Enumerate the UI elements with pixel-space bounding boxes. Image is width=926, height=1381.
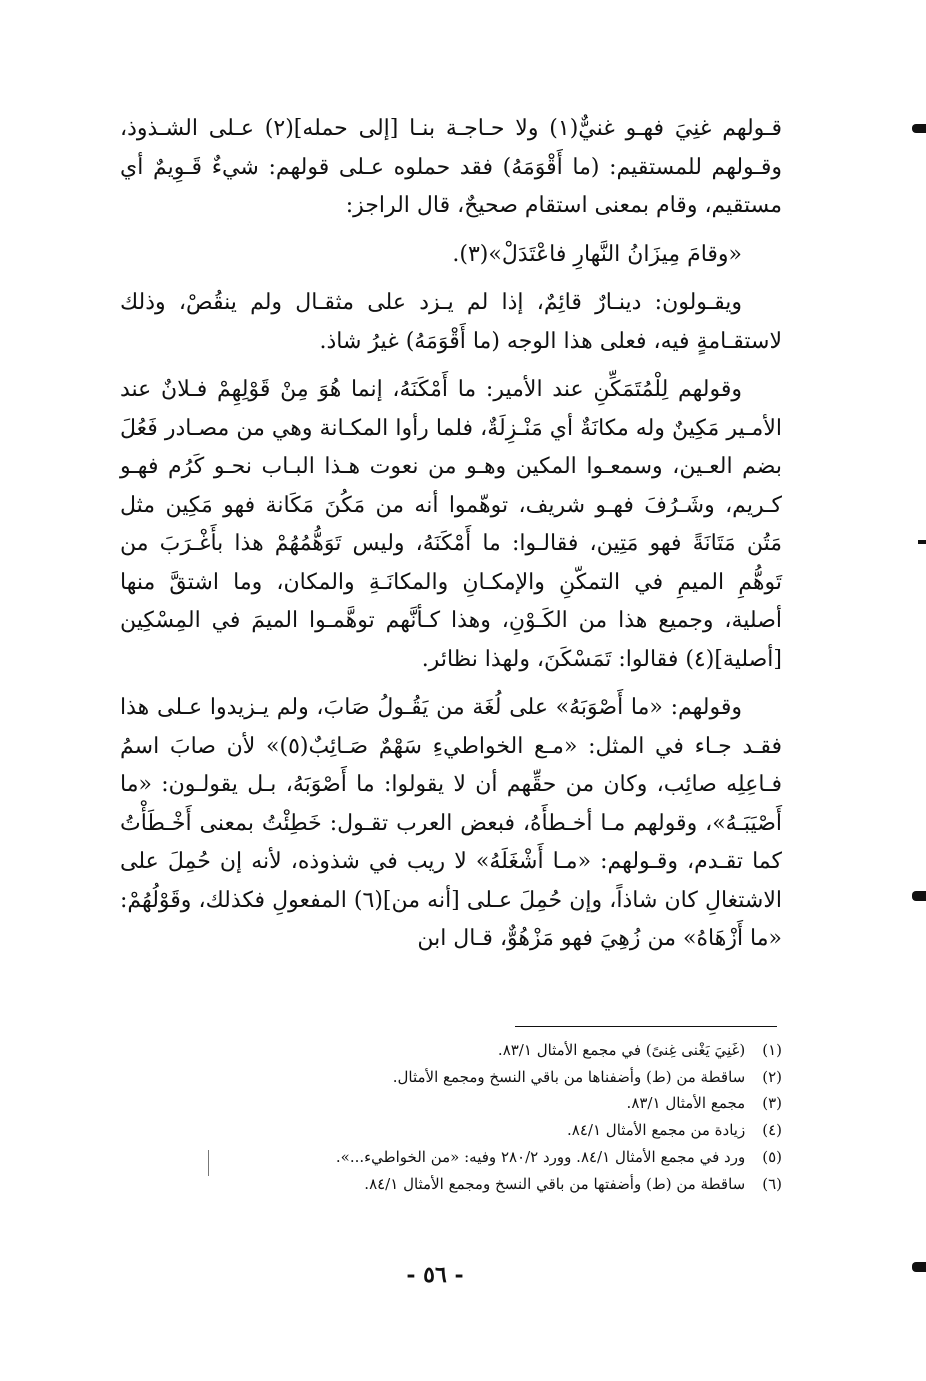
footnote-2 [200,1064,782,1091]
scan-mark-bottom [912,1262,926,1272]
paragraph-3: وقولهم لِلْمُتَمَكِّنِ عند الأمير: ما أَمْكَنَهُ، إنما هُوَ مِنْ قَوْلِهِمْ فـلانٌ عند الأمـير مَكِينٌ وله مكانَةٌ أي مَنْـزِلَةٌ، فلما رأوا المكـانة وهي من مصـادر فَعُلَ بضم العـين، وسمعـوا المكين وهـو من نعوت هـذا البـاب نحـو كَرُم فهـو كـريم، وشَـرُفَ فهـو شريف، توهّموا أنه من مَكُنَ مَكَانة فهو مَكِين مثل مَتُن مَتَانَةً فهو مَتِين، فقالـوا: ما أَمْكَنَهُ، وليس تَوَهُّمُهُمْ هذا بأَغْـرَبَ من تَوهُّمِ الميمِ في التمكّنِ والإمكـانِ والمكانَـةِ والمكان، وما اشتقَّ منها أصلية، وجميع هذا من الكَـوْنِ، وهذا كـأنَّهم توهَّمـوا الميمَ في المِسْكِين [أصلية](٤) فقالوا: تَمَسْكَنَ، ولهذا نظائر. [120,377,782,672]
footnote-4 [200,1117,782,1144]
footnote-number: (١) [762,1041,782,1059]
footnote-1 [200,1037,782,1064]
footnote-3 [200,1090,782,1117]
footnote-number: (٤) [762,1121,782,1140]
footnote-number: (٥) [762,1147,782,1166]
paragraph-4: وقولهم: «ما أَصْوَبَهُ» على لُغَة من يَقُـولُ صَابَ، ولم يـزيدوا عـلى هذا فقـد جـاء في المثل: «مـع الخواطيءِ سَهْمٌ صَـائِبٌ(٥)» لأن صابَ اسمُ فـاعِلِه صائِب، وكان من حقِّهم أن لا يقولوا: ما أَصْوَبَهُ، بـل يقولـون: «ما أَصْيَبَـهُ»، وقولهم مـا أخـطأَهُ، فبعض العرب تقـول: خَطِئْتُ بمعنى أَخْـطَأْتُ كما تقـدم، وقـولهم: «مـا أَشْغَلَهُ» لا ريب في شذوذه، لأنه إن حُمِلَ على الاشتغالِ كان شاذاً، وإن حُمِلَ عـلى [أنه من](٦) المفعولِ فكذلك، وقَوْلُهُمْ: «ما أَزْهَاهُ» من زُهِيَ فهو مَزْهُوٌّ، قـال ابن [120,695,783,951]
footnote-text: ساقطة من (ط) وأضفناها من باقي النسخ ومجمع الأمثال. [392,1067,746,1086]
footnote-text: مجمع الأمثال ٨٣/١. [626,1094,746,1113]
footnote-number: (٦) [762,1174,782,1193]
scan-mark-top [912,124,926,133]
main-text [120,110,782,969]
footnote-text: ساقطة من (ط) وأضفتها من باقي النسخ ومجمع الأمثال ٨٤/١. [364,1174,746,1193]
footnote-text: (غَنِيَ يَغْنى غِنىً) في مجمع الأمثال ٨٣/١. [497,1041,746,1059]
footnote-5 [200,1144,782,1171]
footnotes [200,1037,782,1197]
footnote-text: ورد في مجمع الأمثال ٨٤/١. وورد ٢٨٠/٢ وفيه: «من الخواطيء...». [335,1147,746,1166]
scan-mark-middle [918,540,926,544]
paragraph-1: قـولهم غنِيَ فهـو غنيٌّ(١) ولا حـاجـة بنـا [إلى حمله](٢) عـلى الشـذوذ، وقـولهم للمستقيم: (ما أَقْوَمَهُ) فقد حملوه عـلى قولهم: شيءٌ قَـوِيمٌ أي مستقيم، وقام بمعنى استقام صحيحٌ، قال الراجز: [120,116,783,218]
page-number: - ٥٦ - [406,1262,464,1288]
footnote-separator [515,1026,777,1027]
verse-quote: «وقامَ مِيزَانُ النَّهارِ فاعْتَدَلْ»(٣). [452,241,742,267]
scan-mark-lower [912,891,926,901]
footnote-6 [200,1171,782,1198]
footnote-number: (٢) [762,1067,782,1086]
footnote-number: (٣) [762,1094,782,1113]
footnote-text: زيادة من مجمع الأمثال ٨٤/١. [567,1121,746,1140]
paragraph-2: ويقـولون: دينـارٌ قائِمٌ، إذا لم يـزد على مثقـال ولم ينقُصْ، وذلك لاستقـامةٍ فيه، فعلى هذا الوجه (ما أَقْوَمَهُ) غيرُ شاذ. [120,290,782,354]
